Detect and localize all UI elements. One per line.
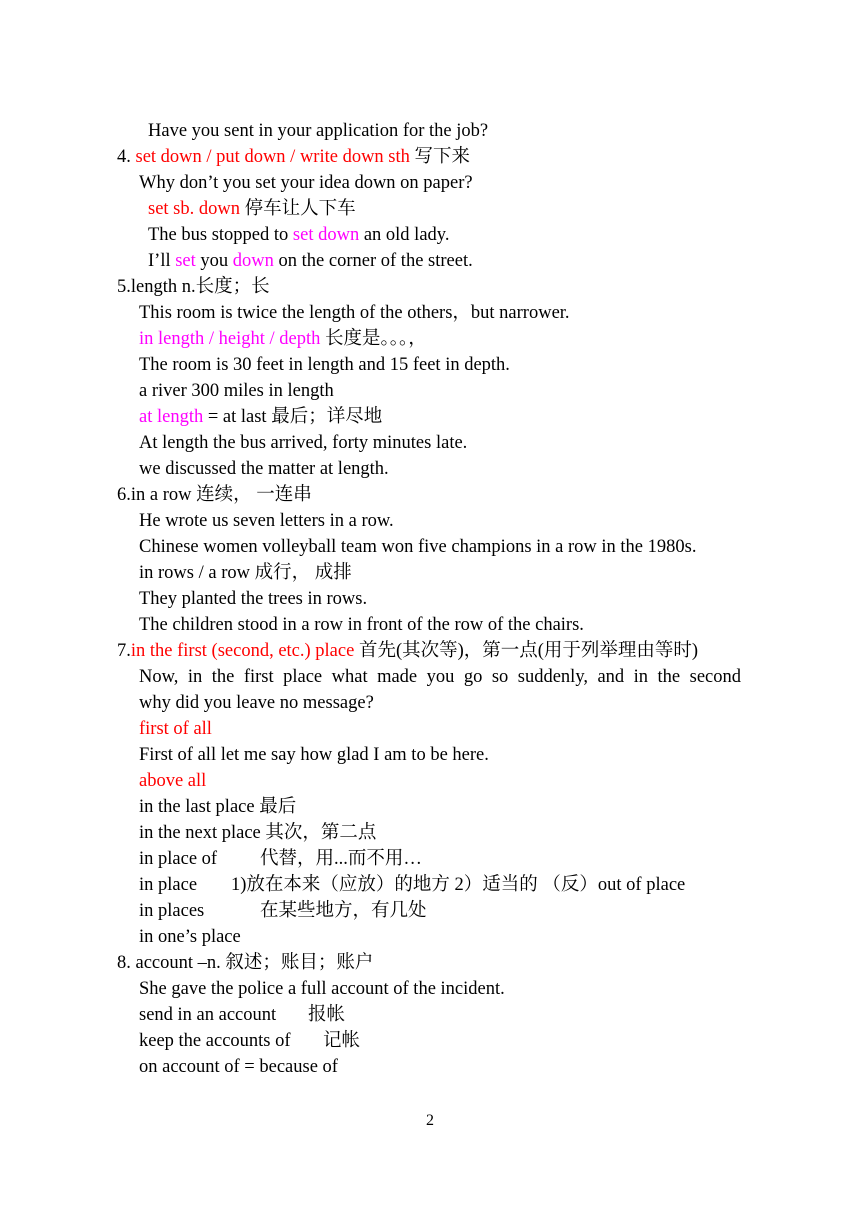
example-sentence: Chinese women volleyball team won five champions in a row in the 1980s. — [139, 537, 697, 557]
phrase-line — [139, 1004, 276, 1026]
phrase: at length — [139, 407, 204, 427]
example-sentence: He wrote us seven letters in a row. — [139, 511, 394, 531]
example-sentence: They planted the trees in rows. — [139, 589, 368, 609]
section-6-heading: 6.in a row 连续， 一连串 — [117, 485, 312, 505]
example-sentence: why did you leave no message? — [139, 693, 374, 713]
phrase: set down / put down / write down sth — [135, 147, 410, 167]
chinese-gloss: 代替，用...而不用… — [260, 849, 422, 869]
example-sentence: The children stood in a row in front of the row of the chairs. — [139, 615, 584, 635]
text-span: an old lady. — [359, 225, 450, 245]
example-sentence: a river 300 miles in length — [139, 381, 334, 401]
phrase: in length / height / depth — [139, 329, 321, 349]
chinese-gloss: = at last 最后；详尽地 — [203, 407, 383, 427]
phrase-line: in rows / a row 成行， 成排 — [139, 563, 352, 583]
phrase-line: on account of = because of — [139, 1057, 338, 1077]
phrase: in place of — [139, 849, 218, 869]
text-span: you — [195, 251, 233, 271]
example-sentence: This room is twice the length of the others，but narrower. — [139, 303, 570, 323]
example-sentence: At length the bus arrived, forty minutes late. — [139, 433, 468, 453]
phrase-line — [139, 874, 197, 896]
chinese-gloss: 报帐 — [308, 1005, 346, 1025]
phrase: set sb. down — [148, 199, 240, 219]
section-number: 7. — [117, 641, 131, 661]
text-span: I’ll — [148, 251, 176, 271]
chinese-gloss: 记帐 — [323, 1031, 361, 1051]
chinese-gloss: 写下来 — [409, 147, 471, 167]
chinese-gloss: 首先(其次等)，第一点(用于列举理由等时) — [354, 641, 699, 661]
text-line: Have you sent in your application for the job? — [148, 121, 489, 141]
phrase-line: in the next place 其次，第二点 — [139, 823, 377, 843]
section-7-heading — [117, 640, 698, 662]
example-sentence: She gave the police a full account of the incident. — [139, 979, 505, 999]
example-sentence: The room is 30 feet in length and 15 feet in depth. — [139, 355, 510, 375]
section-number: 4. — [117, 147, 136, 167]
phrase-line — [139, 848, 217, 870]
section-4-heading — [117, 146, 470, 168]
section-5-heading: 5.length n.长度；长 — [117, 277, 270, 297]
highlighted-phrase: set — [175, 251, 196, 271]
phrase: in place — [139, 875, 198, 895]
phrase-line — [139, 406, 382, 428]
example-sentence — [148, 250, 473, 272]
chinese-gloss: 长度是。。。， — [320, 329, 427, 349]
phrase-line — [139, 328, 427, 350]
phrase: keep the accounts of — [139, 1031, 291, 1051]
phrase-line — [139, 900, 204, 922]
example-sentence — [148, 224, 449, 246]
text-span: The bus stopped to — [148, 225, 293, 245]
phrase: send in an account — [139, 1005, 277, 1025]
example-sentence: we discussed the matter at length. — [139, 459, 389, 479]
example-sentence: Why don’t you set your idea down on paper? — [139, 173, 473, 193]
phrase: in the first (second, etc.) place — [130, 641, 355, 661]
chinese-gloss: 在某些地方，有几处 — [260, 901, 427, 921]
example-sentence: First of all let me say how glad I am to be here. — [139, 745, 489, 765]
phrase-line: first of all — [139, 719, 212, 739]
chinese-gloss: 1)放在本来（应放）的地方 2）适当的 （反）out of place — [231, 875, 686, 895]
highlighted-phrase: down — [232, 251, 274, 271]
phrase-line: in the last place 最后 — [139, 797, 297, 817]
phrase-line — [148, 198, 356, 220]
section-8-heading: 8. account –n. 叙述；账目；账户 — [117, 953, 374, 973]
example-sentence: Now, in the first place what made you go so suddenly, and in the second — [139, 667, 741, 687]
phrase: in places — [139, 901, 205, 921]
phrase-line: in one’s place — [139, 927, 241, 947]
phrase-line: above all — [139, 771, 207, 791]
phrase-line — [139, 1030, 291, 1052]
page-number: 2 — [426, 1112, 434, 1129]
text-span: on the corner of the street. — [273, 251, 473, 271]
chinese-gloss: 停车让人下车 — [240, 199, 356, 219]
highlighted-phrase: set down — [292, 225, 360, 245]
